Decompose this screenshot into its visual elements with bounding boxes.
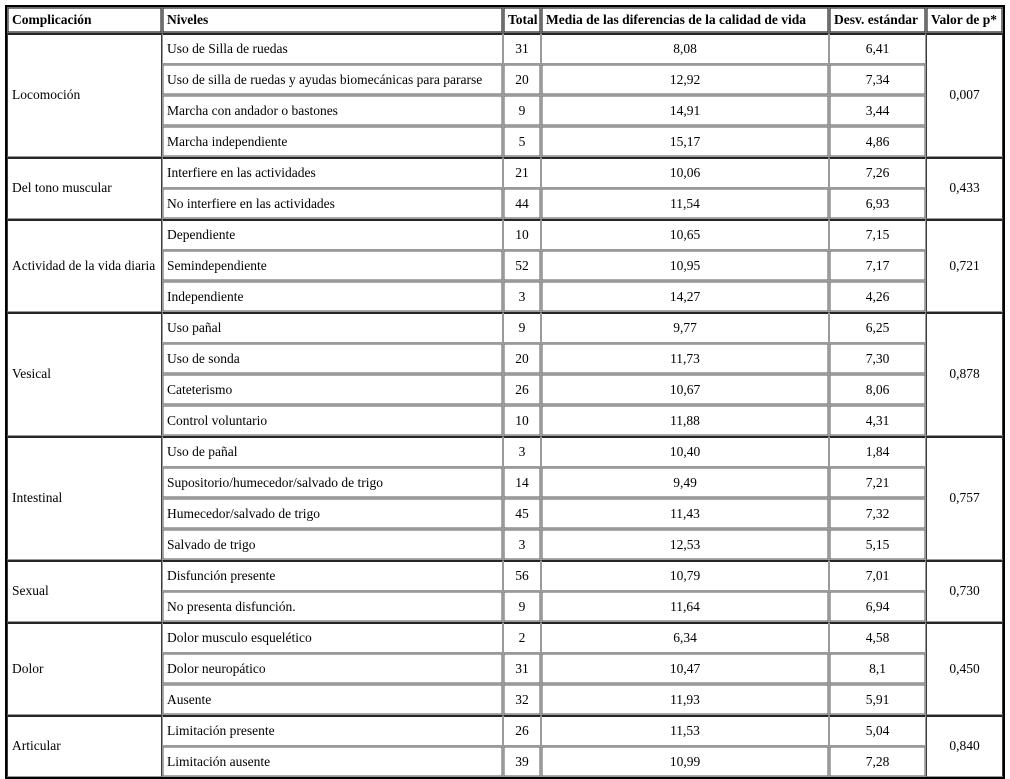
cell-complicacion: Del tono muscular xyxy=(7,157,162,219)
cell-total: 52 xyxy=(503,250,541,281)
cell-nivel: Dolor neuropático xyxy=(162,653,503,684)
cell-total: 3 xyxy=(503,281,541,312)
cell-complicacion: Articular xyxy=(7,715,162,777)
cell-complicacion: Vesical xyxy=(7,312,162,436)
cell-desv-estandar: 5,15 xyxy=(829,529,926,560)
cell-desv-estandar: 6,93 xyxy=(829,188,926,219)
cell-total: 56 xyxy=(503,560,541,591)
column-header-niveles: Niveles xyxy=(162,7,503,33)
cell-media: 9,49 xyxy=(541,467,829,498)
cell-desv-estandar: 7,34 xyxy=(829,64,926,95)
cell-total: 32 xyxy=(503,684,541,715)
column-header-total: Total xyxy=(503,7,541,33)
cell-desv-estandar: 7,17 xyxy=(829,250,926,281)
table-header xyxy=(7,7,1003,33)
table-row xyxy=(7,312,1003,343)
cell-valor-p: 0,433 xyxy=(926,157,1003,219)
cell-media: 10,40 xyxy=(541,436,829,467)
cell-nivel: Uso de silla de ruedas y ayudas biomecánicas para pararse xyxy=(162,64,503,95)
cell-desv-estandar: 8,06 xyxy=(829,374,926,405)
cell-valor-p: 0,007 xyxy=(926,33,1003,157)
cell-total: 9 xyxy=(503,312,541,343)
cell-media: 11,43 xyxy=(541,498,829,529)
cell-total: 10 xyxy=(503,219,541,250)
cell-nivel: Limitación presente xyxy=(162,715,503,746)
cell-desv-estandar: 6,41 xyxy=(829,33,926,64)
cell-desv-estandar: 7,01 xyxy=(829,560,926,591)
cell-media: 10,79 xyxy=(541,560,829,591)
table-container xyxy=(5,5,1003,779)
cell-nivel: Salvado de trigo xyxy=(162,529,503,560)
cell-nivel: Marcha con andador o bastones xyxy=(162,95,503,126)
table-row xyxy=(7,219,1003,250)
cell-desv-estandar: 8,1 xyxy=(829,653,926,684)
cell-media: 14,27 xyxy=(541,281,829,312)
table-row xyxy=(7,33,1003,64)
column-header-media: Media de las diferencias de la calidad de vida xyxy=(541,7,829,33)
cell-desv-estandar: 6,25 xyxy=(829,312,926,343)
cell-nivel: Ausente xyxy=(162,684,503,715)
cell-media: 11,64 xyxy=(541,591,829,622)
column-header-complicacion: Complicación xyxy=(7,7,162,33)
cell-media: 10,47 xyxy=(541,653,829,684)
cell-nivel: Limitación ausente xyxy=(162,746,503,777)
cell-total: 31 xyxy=(503,33,541,64)
cell-total: 26 xyxy=(503,374,541,405)
cell-desv-estandar: 7,21 xyxy=(829,467,926,498)
cell-total: 21 xyxy=(503,157,541,188)
table-body xyxy=(7,33,1003,777)
cell-nivel: Dependiente xyxy=(162,219,503,250)
cell-nivel: No presenta disfunción. xyxy=(162,591,503,622)
cell-nivel: No interfiere en las actividades xyxy=(162,188,503,219)
cell-total: 3 xyxy=(503,529,541,560)
cell-media: 11,53 xyxy=(541,715,829,746)
table-row xyxy=(7,622,1003,653)
cell-media: 11,88 xyxy=(541,405,829,436)
cell-media: 10,67 xyxy=(541,374,829,405)
cell-desv-estandar: 6,94 xyxy=(829,591,926,622)
cell-nivel: Uso de Silla de ruedas xyxy=(162,33,503,64)
cell-nivel: Supositorio/humecedor/salvado de trigo xyxy=(162,467,503,498)
cell-media: 11,93 xyxy=(541,684,829,715)
complications-quality-of-life-table xyxy=(5,5,1005,779)
cell-nivel: Dolor musculo esquelético xyxy=(162,622,503,653)
cell-nivel: Uso de pañal xyxy=(162,436,503,467)
table-row xyxy=(7,715,1003,746)
cell-desv-estandar: 4,86 xyxy=(829,126,926,157)
cell-valor-p: 0,450 xyxy=(926,622,1003,715)
cell-total: 9 xyxy=(503,591,541,622)
cell-total: 2 xyxy=(503,622,541,653)
cell-desv-estandar: 1,84 xyxy=(829,436,926,467)
cell-media: 12,92 xyxy=(541,64,829,95)
cell-complicacion: Actividad de la vida diaria xyxy=(7,219,162,312)
cell-media: 11,54 xyxy=(541,188,829,219)
cell-complicacion: Dolor xyxy=(7,622,162,715)
cell-valor-p: 0,721 xyxy=(926,219,1003,312)
cell-valor-p: 0,757 xyxy=(926,436,1003,560)
cell-media: 6,34 xyxy=(541,622,829,653)
cell-valor-p: 0,730 xyxy=(926,560,1003,622)
cell-total: 14 xyxy=(503,467,541,498)
cell-total: 45 xyxy=(503,498,541,529)
cell-desv-estandar: 7,32 xyxy=(829,498,926,529)
cell-total: 44 xyxy=(503,188,541,219)
cell-nivel: Cateterismo xyxy=(162,374,503,405)
cell-valor-p: 0,878 xyxy=(926,312,1003,436)
cell-nivel: Semindependiente xyxy=(162,250,503,281)
cell-desv-estandar: 7,15 xyxy=(829,219,926,250)
table-row xyxy=(7,157,1003,188)
cell-desv-estandar: 7,28 xyxy=(829,746,926,777)
cell-valor-p: 0,840 xyxy=(926,715,1003,777)
cell-desv-estandar: 5,04 xyxy=(829,715,926,746)
cell-total: 9 xyxy=(503,95,541,126)
cell-complicacion: Sexual xyxy=(7,560,162,622)
cell-total: 26 xyxy=(503,715,541,746)
cell-total: 10 xyxy=(503,405,541,436)
cell-nivel: Uso de sonda xyxy=(162,343,503,374)
cell-media: 11,73 xyxy=(541,343,829,374)
cell-desv-estandar: 3,44 xyxy=(829,95,926,126)
cell-total: 20 xyxy=(503,343,541,374)
cell-media: 14,91 xyxy=(541,95,829,126)
cell-desv-estandar: 7,30 xyxy=(829,343,926,374)
cell-nivel: Control voluntario xyxy=(162,405,503,436)
column-header-desv-estandar: Desv. estándar xyxy=(829,7,926,33)
cell-total: 3 xyxy=(503,436,541,467)
cell-desv-estandar: 7,26 xyxy=(829,157,926,188)
cell-complicacion: Intestinal xyxy=(7,436,162,560)
cell-complicacion: Locomoción xyxy=(7,33,162,157)
table-row xyxy=(7,436,1003,467)
cell-media: 10,99 xyxy=(541,746,829,777)
column-header-valor-p: Valor de p* xyxy=(926,7,1003,33)
cell-media: 10,95 xyxy=(541,250,829,281)
cell-media: 12,53 xyxy=(541,529,829,560)
cell-media: 10,06 xyxy=(541,157,829,188)
cell-nivel: Humecedor/salvado de trigo xyxy=(162,498,503,529)
cell-media: 9,77 xyxy=(541,312,829,343)
cell-nivel: Independiente xyxy=(162,281,503,312)
cell-nivel: Marcha independiente xyxy=(162,126,503,157)
cell-nivel: Disfunción presente xyxy=(162,560,503,591)
cell-total: 39 xyxy=(503,746,541,777)
cell-media: 15,17 xyxy=(541,126,829,157)
cell-nivel: Uso pañal xyxy=(162,312,503,343)
cell-media: 10,65 xyxy=(541,219,829,250)
cell-desv-estandar: 4,58 xyxy=(829,622,926,653)
cell-total: 31 xyxy=(503,653,541,684)
cell-total: 20 xyxy=(503,64,541,95)
cell-desv-estandar: 5,91 xyxy=(829,684,926,715)
cell-media: 8,08 xyxy=(541,33,829,64)
table-row xyxy=(7,560,1003,591)
table-header-row xyxy=(7,7,1003,33)
cell-desv-estandar: 4,31 xyxy=(829,405,926,436)
cell-desv-estandar: 4,26 xyxy=(829,281,926,312)
cell-nivel: Interfiere en las actividades xyxy=(162,157,503,188)
cell-total: 5 xyxy=(503,126,541,157)
